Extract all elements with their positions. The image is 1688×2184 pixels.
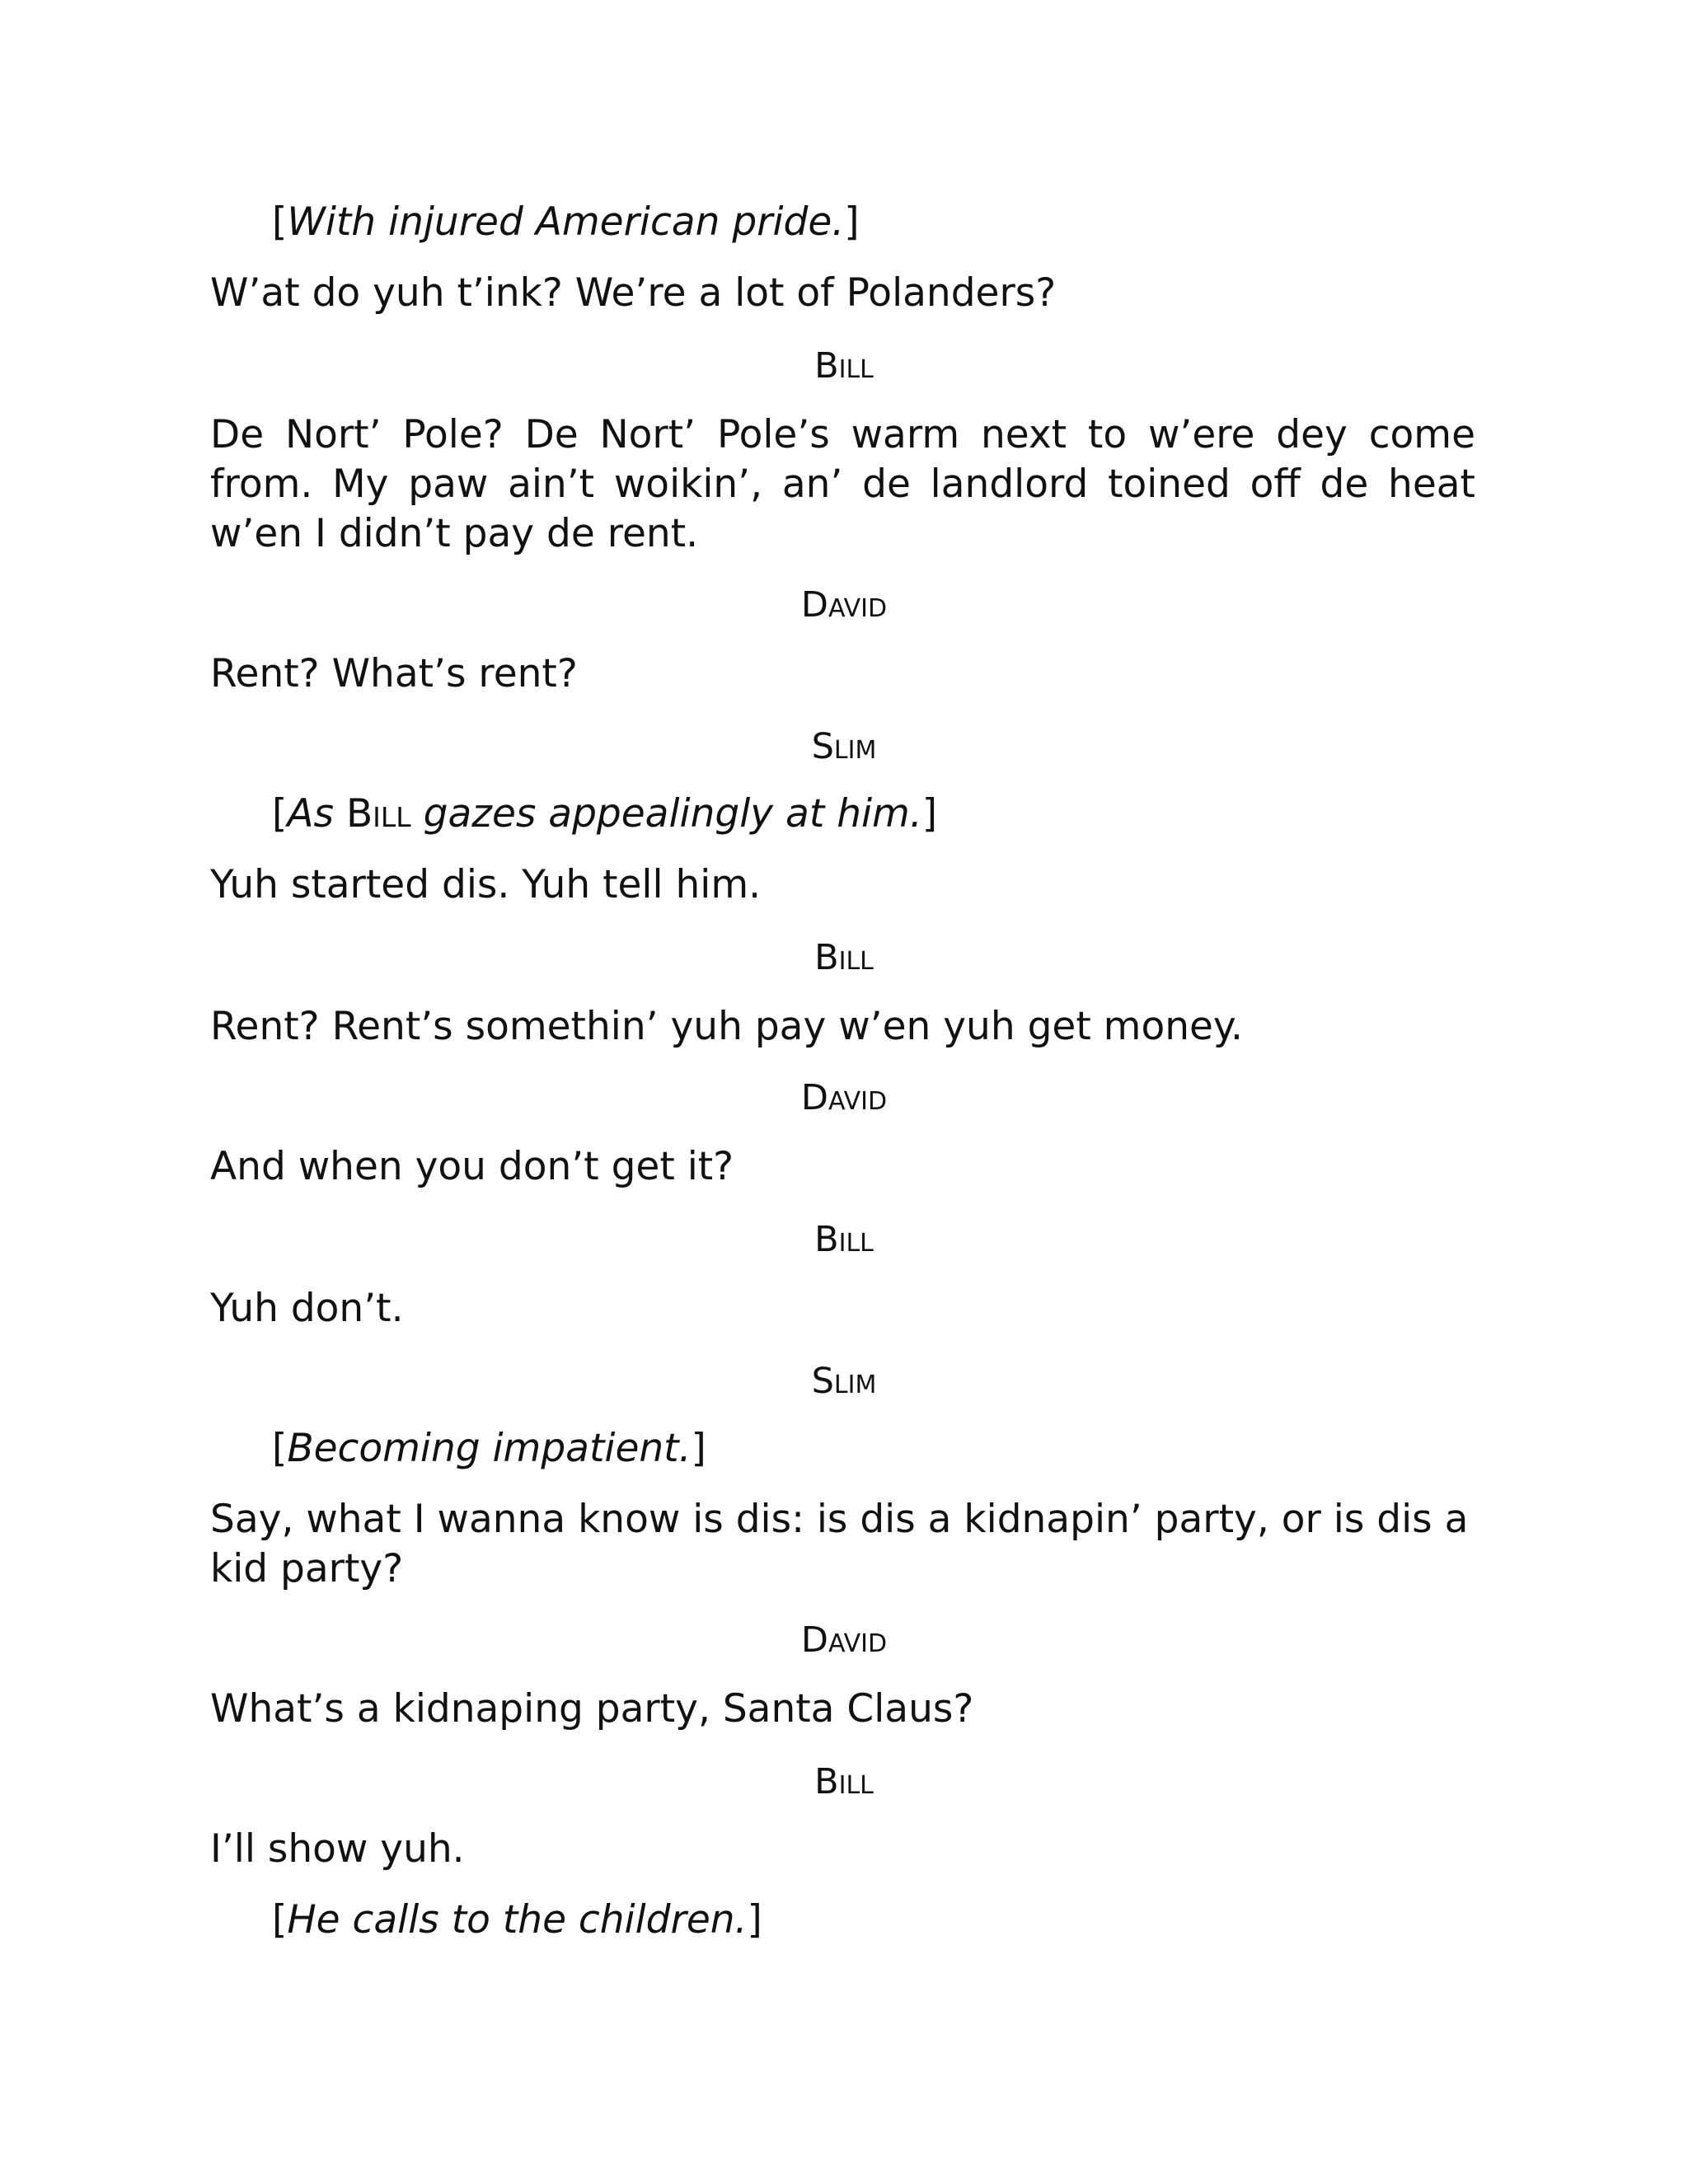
dialogue-line: And when you don’t get it? <box>210 1144 734 1189</box>
speaker-name: Bill <box>814 1219 874 1260</box>
speaker-name: Bill <box>814 345 874 387</box>
character-name: Bill <box>345 791 411 837</box>
stage-direction: [With injured American pride.] <box>272 199 860 245</box>
speaker-name: Slim <box>811 726 877 767</box>
dialogue-line: Yuh started dis. Yuh tell him. <box>210 862 762 907</box>
speaker-name: David <box>800 1619 888 1661</box>
stage-direction: [As Bill gazes appealingly at him.] <box>272 791 938 837</box>
speaker-name: Bill <box>814 1761 874 1802</box>
dialogue-line: Yuh don’t. <box>210 1286 404 1331</box>
dialogue-line: W’at do yuh t’ink? We’re a lot of Polanders? <box>210 270 1057 316</box>
dialogue-line: What’s a kidnaping party, Santa Claus? <box>210 1686 974 1732</box>
dialogue-line: De Nort’ Pole? De Nort’ Pole’s warm next to w’ere dey come from. My paw ain’t woikin’, an’ de landlord toined off de heat w’en I didn’t pay de rent. <box>210 412 1475 556</box>
speaker-name: Bill <box>814 937 874 978</box>
stage-direction-text: As <box>287 791 334 837</box>
stage-direction: [Becoming impatient.] <box>272 1426 706 1471</box>
speaker-name: Slim <box>811 1361 877 1402</box>
stage-direction: [He calls to the children.] <box>272 1897 762 1943</box>
dialogue-line: Rent? Rent’s somethin’ yuh pay w’en yuh get money. <box>210 1004 1243 1049</box>
stage-direction-text: gazes appealingly at him. <box>423 791 922 837</box>
dialogue-line: Say, what I wanna know is dis: is dis a kidnapin’ party, or is dis a kid party? <box>210 1497 1469 1591</box>
dialogue-line: Rent? What’s rent? <box>210 651 578 696</box>
speaker-name: David <box>800 584 888 626</box>
dialogue-line: I’ll show yuh. <box>210 1826 465 1872</box>
speaker-name: David <box>800 1077 888 1118</box>
